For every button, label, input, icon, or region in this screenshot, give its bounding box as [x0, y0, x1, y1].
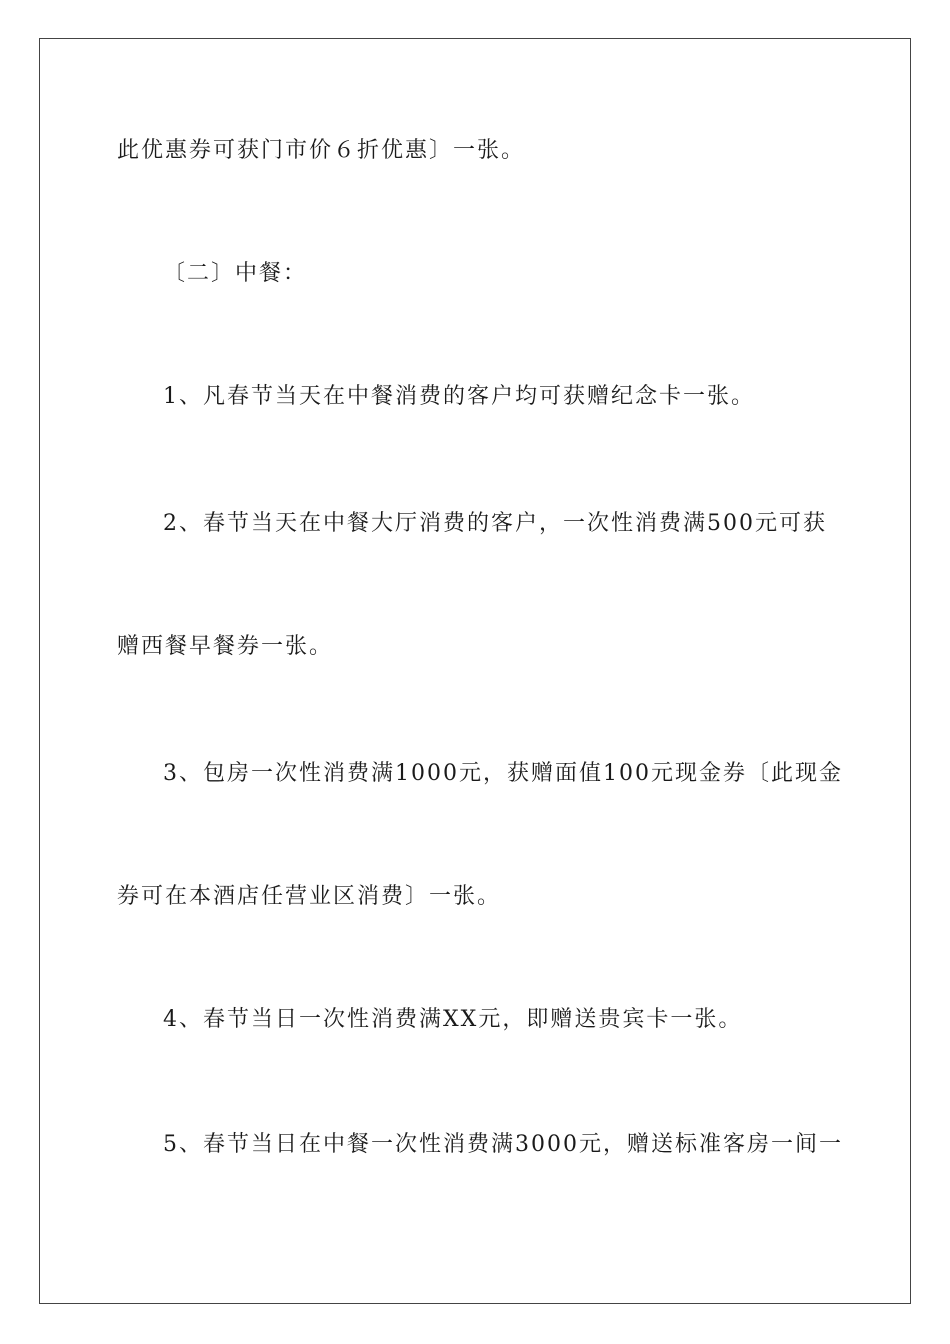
list-item-5: 5、春节当日在中餐一次性消费满3000元，赠送标准客房一间一 [163, 1132, 843, 1157]
section-heading-lunch: 〔二〕中餐： [163, 261, 308, 286]
list-item-1: 1、凡春节当天在中餐消费的客户均可获赠纪念卡一张。 [163, 384, 755, 409]
page-border [39, 38, 911, 1304]
text-line-coupon-discount: 此优惠券可获门市价６折优惠〕一张。 [117, 138, 526, 163]
list-item-2: 2、春节当天在中餐大厅消费的客户，一次性消费满500元可获 [163, 511, 827, 536]
list-item-2-continued: 赠西餐早餐券一张。 [117, 634, 334, 659]
list-item-3: 3、包房一次性消费满1000元，获赠面值100元现金券〔此现金 [163, 761, 843, 786]
list-item-3-continued: 券可在本酒店任营业区消费〕一张。 [117, 884, 502, 909]
list-item-4: 4、春节当日一次性消费满XX元，即赠送贵宾卡一张。 [163, 1007, 743, 1032]
